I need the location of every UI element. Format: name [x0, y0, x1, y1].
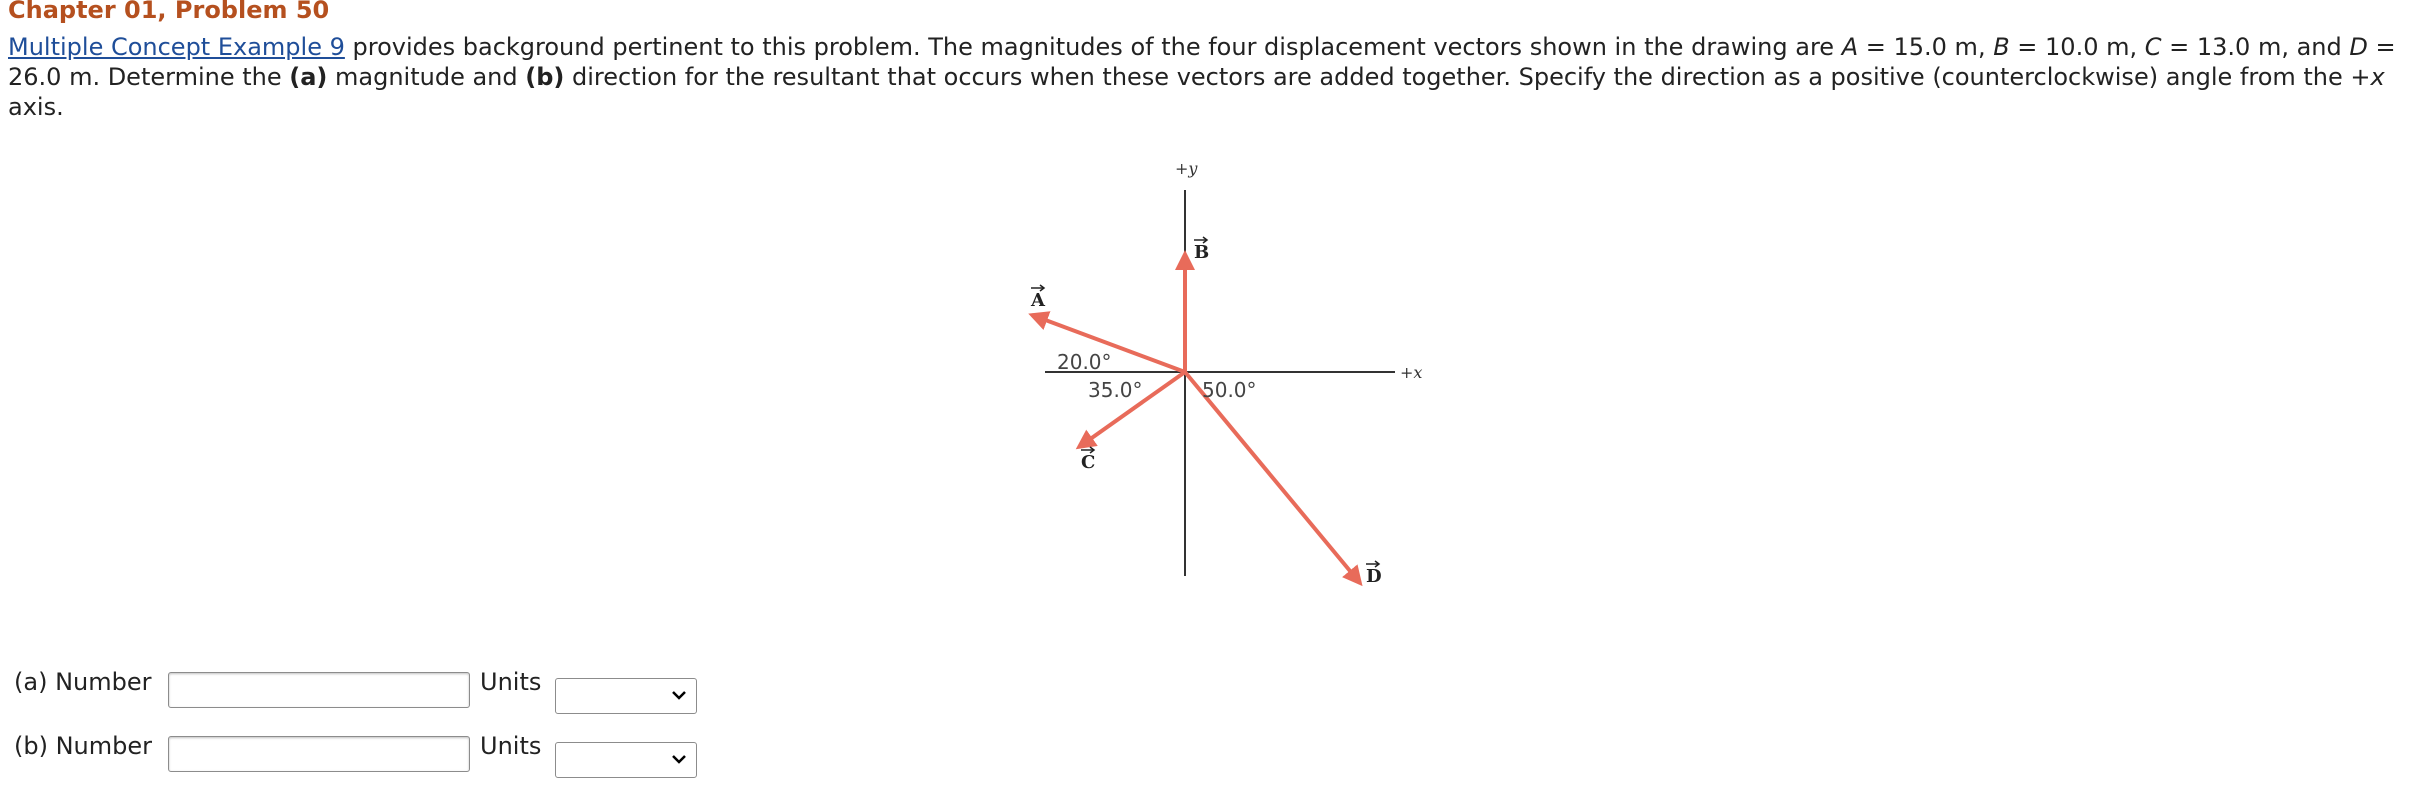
- vector-diagram: [1020, 150, 1440, 600]
- answer-b-label: (b) Number: [14, 732, 152, 760]
- angle-label-d: 50.0°: [1202, 378, 1257, 402]
- var-x: x: [2370, 63, 2385, 91]
- page-title: Chapter 01, Problem 50: [8, 0, 330, 24]
- y-axis-label: +y: [1175, 159, 1198, 178]
- chevron-down-icon: [672, 688, 686, 702]
- svg-text:D: D: [1366, 566, 1382, 587]
- answer-a-units-label: Units: [480, 668, 542, 696]
- problem-text-2: = 15.0 m,: [1858, 33, 1994, 61]
- vector-diagram-svg: [1020, 150, 1440, 600]
- answer-a-number-input[interactable]: [168, 672, 470, 708]
- problem-text-4: = 13.0 m, and: [2161, 33, 2350, 61]
- vector-label-c: [1081, 447, 1095, 473]
- angle-label-c: 35.0°: [1088, 378, 1143, 402]
- chevron-down-icon: [672, 752, 686, 766]
- vector-label-b: [1194, 237, 1209, 263]
- problem-text-7: direction for the resultant that occurs when these vectors are added together. Specify the direction as a positive (counterclockwise) angle from the +: [564, 63, 2371, 91]
- svg-text:B: B: [1194, 242, 1210, 263]
- vector-label-a: [1030, 285, 1046, 311]
- part-b-bold: (b): [525, 63, 565, 91]
- var-a: A: [1841, 33, 1859, 61]
- answer-b-units-label: Units: [480, 732, 542, 760]
- problem-text-8: axis.: [8, 93, 64, 121]
- svg-text:A: A: [1031, 290, 1045, 311]
- angle-label-a: 20.0°: [1057, 350, 1112, 374]
- var-c: C: [2144, 33, 2162, 61]
- part-a-bold: (a): [289, 63, 328, 91]
- problem-text-3: = 10.0 m,: [2009, 33, 2145, 61]
- answer-a-units-select[interactable]: [555, 678, 697, 714]
- var-b: B: [1993, 33, 2010, 61]
- problem-text-1: provides background pertinent to this problem. The magnitudes of the four displacement vectors shown in the drawing are: [344, 33, 1842, 61]
- answer-a-label: (a) Number: [14, 668, 152, 696]
- x-axis-label: +x: [1400, 363, 1423, 382]
- vector-d: [1185, 372, 1360, 583]
- var-d: D: [2349, 33, 2368, 61]
- answer-b-number-input[interactable]: [168, 736, 470, 772]
- problem-text-5: = 26.0 m. Determine the: [8, 33, 2396, 91]
- answer-b-units-select[interactable]: [555, 742, 697, 778]
- multiple-concept-example-link[interactable]: Multiple Concept Example 9: [8, 33, 345, 61]
- problem-statement: [8, 32, 2418, 122]
- problem-text-6: magnitude and: [327, 63, 526, 91]
- svg-text:C: C: [1081, 452, 1096, 473]
- vector-label-d: [1366, 561, 1382, 587]
